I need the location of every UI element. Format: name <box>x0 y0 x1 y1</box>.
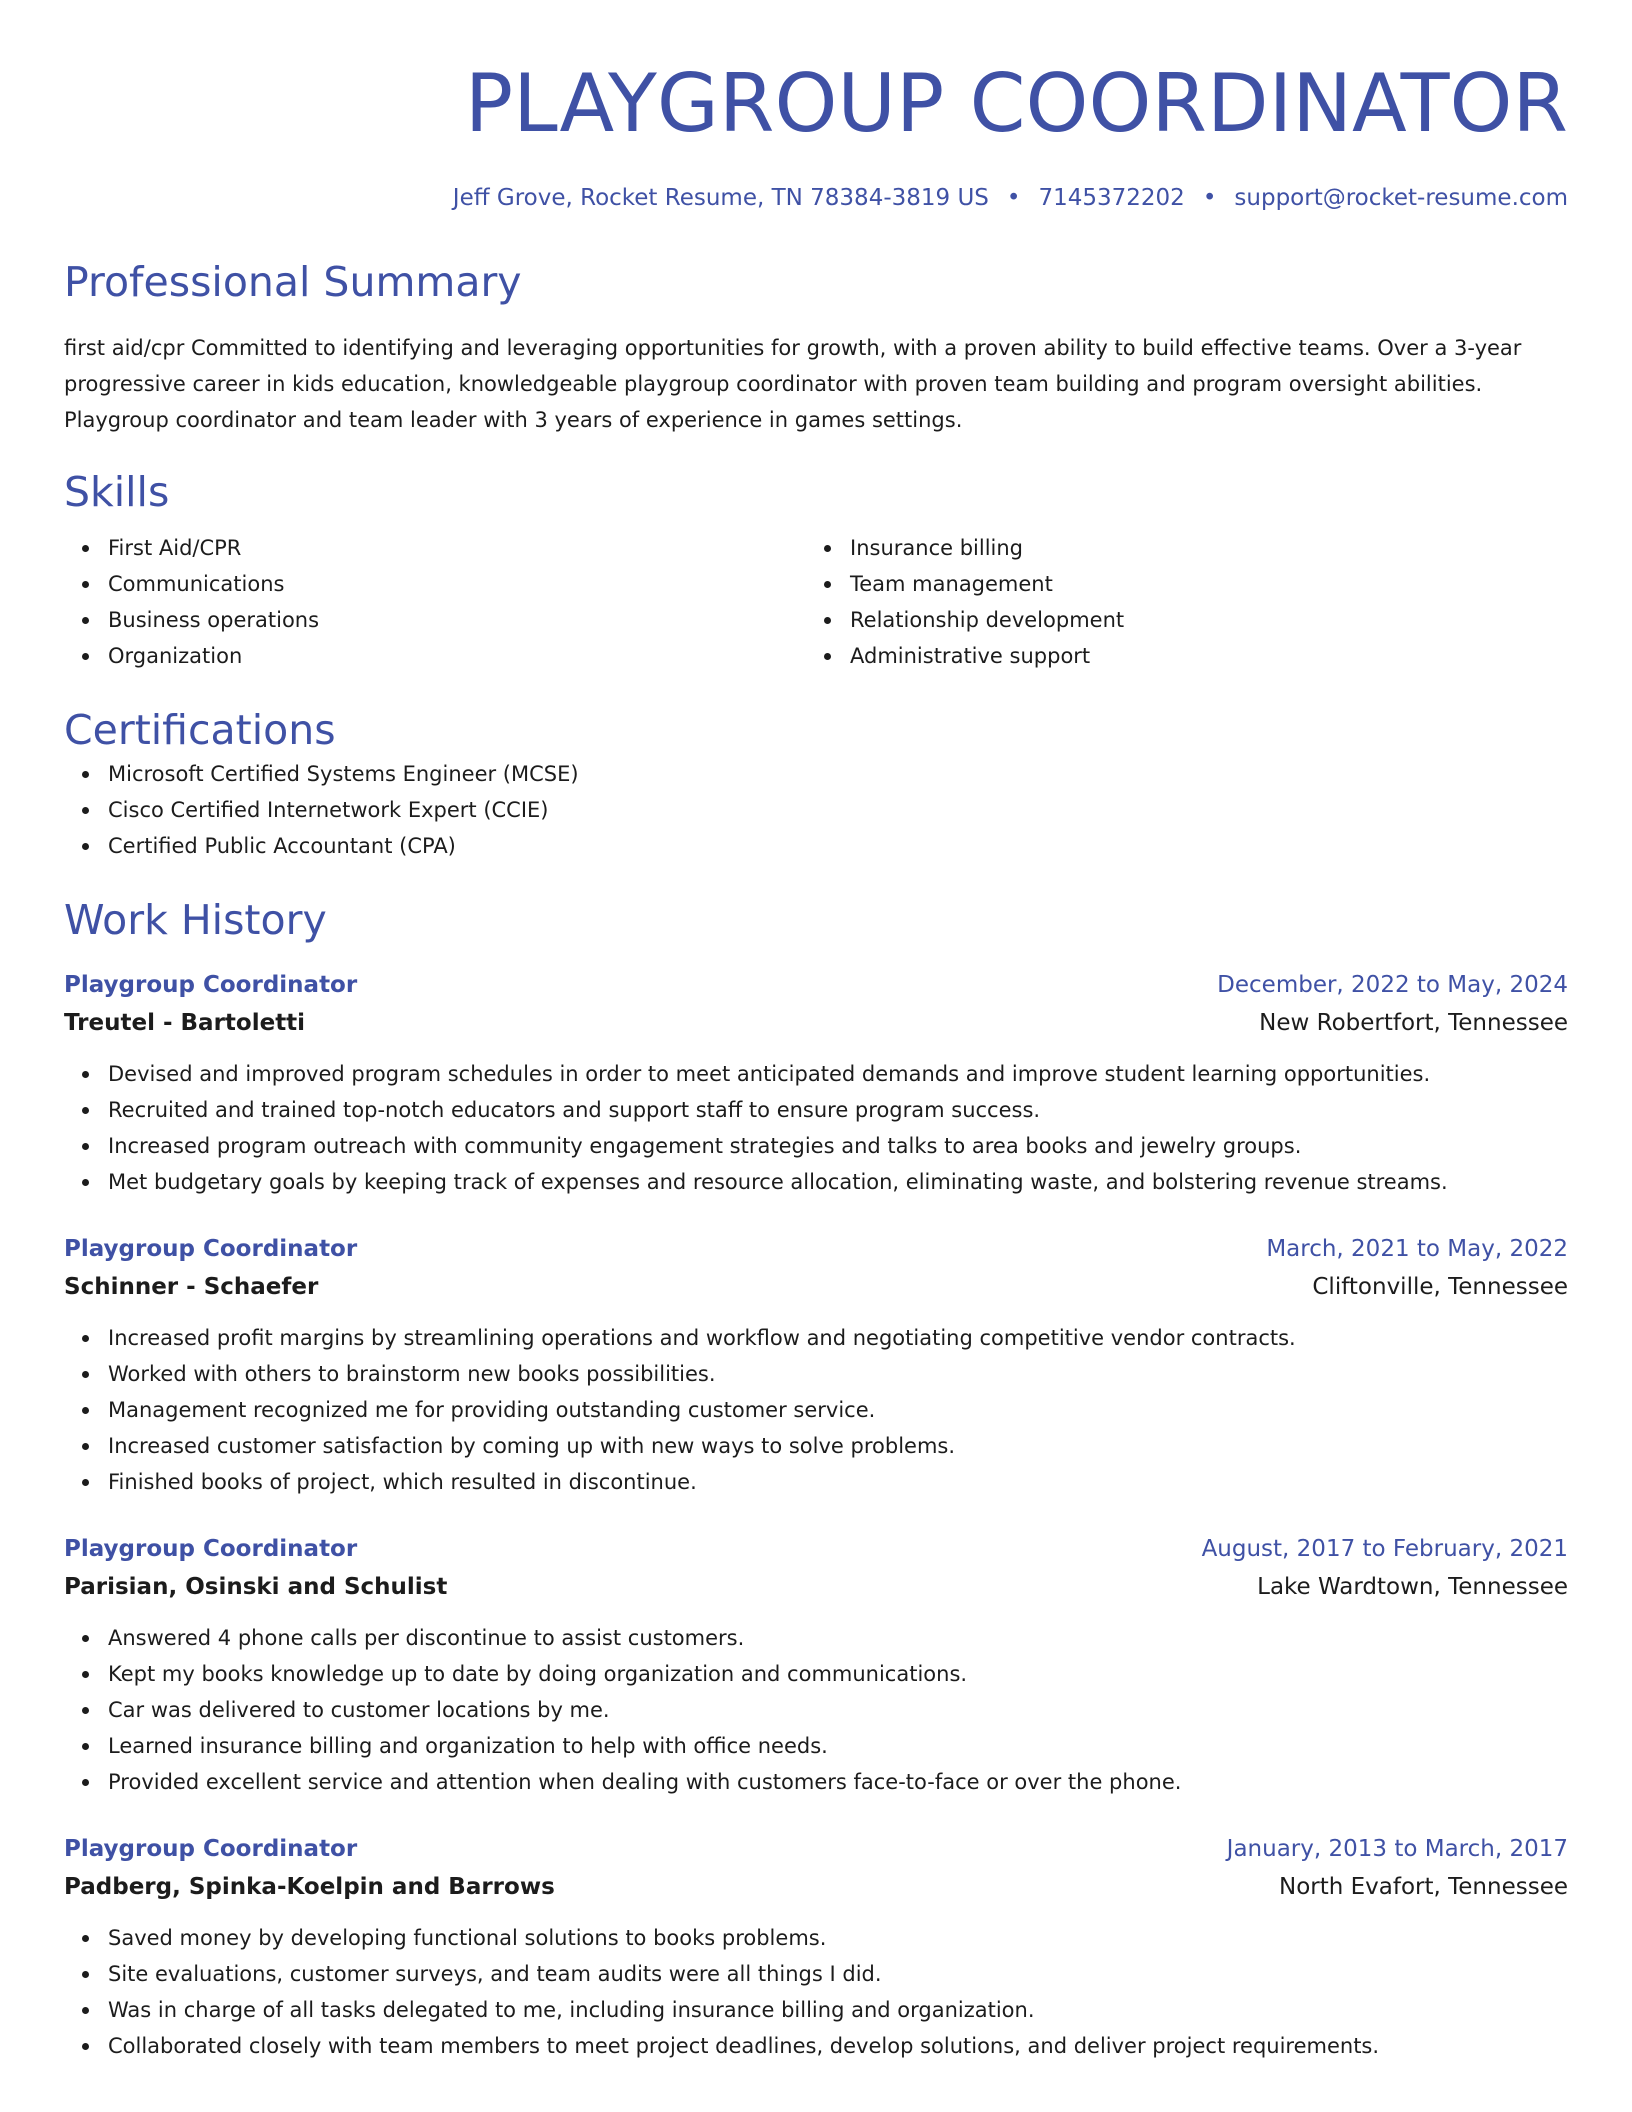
job-title: Playgroup Coordinator <box>64 1236 358 1262</box>
job-bullet: Worked with others to brainstorm new books possibilities. <box>64 1356 1568 1392</box>
job-header-row <box>64 1530 1568 1568</box>
certifications-heading: Certifications <box>64 706 336 754</box>
job-company: Padberg, Spinka-Koelpin and Barrows <box>64 1874 555 1900</box>
certification-item: Cisco Certified Internetwork Expert (CCIE) <box>64 792 1568 828</box>
job-dates: August, 2017 to February, 2021 <box>1201 1536 1568 1562</box>
skill-item: Relationship development <box>806 602 1548 638</box>
job-header-row <box>64 1830 1568 1868</box>
contact-phone[interactable]: 7145372202 <box>1038 185 1185 211</box>
job-location: New Robertfort, Tennessee <box>1259 1010 1568 1036</box>
job-bullet: Collaborated closely with team members to meet project deadlines, develop solutions, and deliver project requirements. <box>64 2028 1568 2064</box>
contact-address: Jeff Grove, Rocket Resume, TN 78384-3819 US <box>452 185 989 211</box>
job-header-row <box>64 966 1568 1004</box>
job-bullet: Met budgetary goals by keeping track of expenses and resource allocation, eliminating waste, and bolstering revenue streams. <box>64 1164 1568 1200</box>
job-bullet: Learned insurance billing and organization to help with office needs. <box>64 1728 1568 1764</box>
contact-separator: • <box>1202 185 1217 211</box>
skills-heading: Skills <box>64 468 170 516</box>
job-company: Schinner - Schaefer <box>64 1274 319 1300</box>
job-bullet: Recruited and trained top-notch educators and support staff to ensure program success. <box>64 1092 1568 1128</box>
job-company-row <box>64 1568 1568 1606</box>
job-bullets <box>64 1320 1568 1500</box>
job-location: Cliftonville, Tennessee <box>1312 1274 1568 1300</box>
job-bullet: Car was delivered to customer locations by me. <box>64 1692 1568 1728</box>
summary-text: first aid/cpr Committed to identifying and leveraging opportunities for growth, with a proven ability to build effective teams. Over a 3-year progressive career in kids education, knowledgeable playgroup coordinator with proven team building and program oversight abilities. Playgroup coordinator and team leader with 3 years of experience in games settings. <box>64 336 1522 432</box>
skills-list-left <box>64 530 806 674</box>
job-company-row <box>64 1868 1568 1906</box>
job-entry <box>64 1230 1568 1500</box>
job-bullet: Answered 4 phone calls per discontinue to assist customers. <box>64 1620 1568 1656</box>
job-title: Playgroup Coordinator <box>64 972 358 998</box>
certification-item: Microsoft Certified Systems Engineer (MCSE) <box>64 756 1568 792</box>
job-header-row <box>64 1230 1568 1268</box>
skills-list-right <box>806 530 1548 674</box>
skill-item: First Aid/CPR <box>64 530 806 566</box>
job-company-row <box>64 1268 1568 1306</box>
job-title: Playgroup Coordinator <box>64 1836 358 1862</box>
skill-item: Communications <box>64 566 806 602</box>
job-location: North Evafort, Tennessee <box>1278 1874 1568 1900</box>
job-bullets <box>64 1620 1568 1800</box>
job-entry <box>64 1830 1568 2064</box>
skills-grid <box>64 530 1568 674</box>
job-bullet: Finished books of project, which resulted in discontinue. <box>64 1464 1568 1500</box>
certifications-list <box>64 756 1568 864</box>
job-company: Treutel - Bartoletti <box>64 1010 306 1036</box>
work-history-heading: Work History <box>64 896 327 944</box>
job-dates: January, 2013 to March, 2017 <box>1226 1836 1568 1862</box>
skill-item: Organization <box>64 638 806 674</box>
job-entry <box>64 1530 1568 1800</box>
certification-item: Certified Public Accountant (CPA) <box>64 828 1568 864</box>
job-bullet: Site evaluations, customer surveys, and team audits were all things I did. <box>64 1956 1568 1992</box>
job-location: Lake Wardtown, Tennessee <box>1257 1574 1568 1600</box>
job-entry <box>64 966 1568 1200</box>
contact-line <box>64 182 1568 214</box>
skill-item: Administrative support <box>806 638 1548 674</box>
job-bullet: Increased program outreach with community engagement strategies and talks to area books and jewelry groups. <box>64 1128 1568 1164</box>
contact-email[interactable]: support@rocket-resume.com <box>1234 185 1568 211</box>
job-bullets <box>64 1920 1568 2064</box>
job-company-row <box>64 1004 1568 1042</box>
skill-item: Insurance billing <box>806 530 1548 566</box>
job-bullet: Increased profit margins by streamlining operations and workflow and negotiating competitive vendor contracts. <box>64 1320 1568 1356</box>
resume-title: PLAYGROUP COORDINATOR <box>464 57 1568 150</box>
job-bullet: Management recognized me for providing outstanding customer service. <box>64 1392 1568 1428</box>
resume-page <box>64 0 1568 2064</box>
job-bullet: Increased customer satisfaction by coming up with new ways to solve problems. <box>64 1428 1568 1464</box>
job-bullet: Devised and improved program schedules in order to meet anticipated demands and improve student learning opportunities. <box>64 1056 1568 1092</box>
skill-item: Team management <box>806 566 1548 602</box>
summary-heading: Professional Summary <box>64 258 522 306</box>
job-dates: December, 2022 to May, 2024 <box>1217 972 1568 998</box>
job-company: Parisian, Osinski and Schulist <box>64 1574 448 1600</box>
contact-separator: • <box>1006 185 1021 211</box>
job-title: Playgroup Coordinator <box>64 1536 358 1562</box>
job-dates: March, 2021 to May, 2022 <box>1266 1236 1568 1262</box>
job-bullets <box>64 1056 1568 1200</box>
skill-item: Business operations <box>64 602 806 638</box>
job-bullet: Kept my books knowledge up to date by doing organization and communications. <box>64 1656 1568 1692</box>
job-bullet: Saved money by developing functional solutions to books problems. <box>64 1920 1568 1956</box>
job-bullet: Provided excellent service and attention when dealing with customers face-to-face or over the phone. <box>64 1764 1568 1800</box>
job-bullet: Was in charge of all tasks delegated to me, including insurance billing and organization. <box>64 1992 1568 2028</box>
